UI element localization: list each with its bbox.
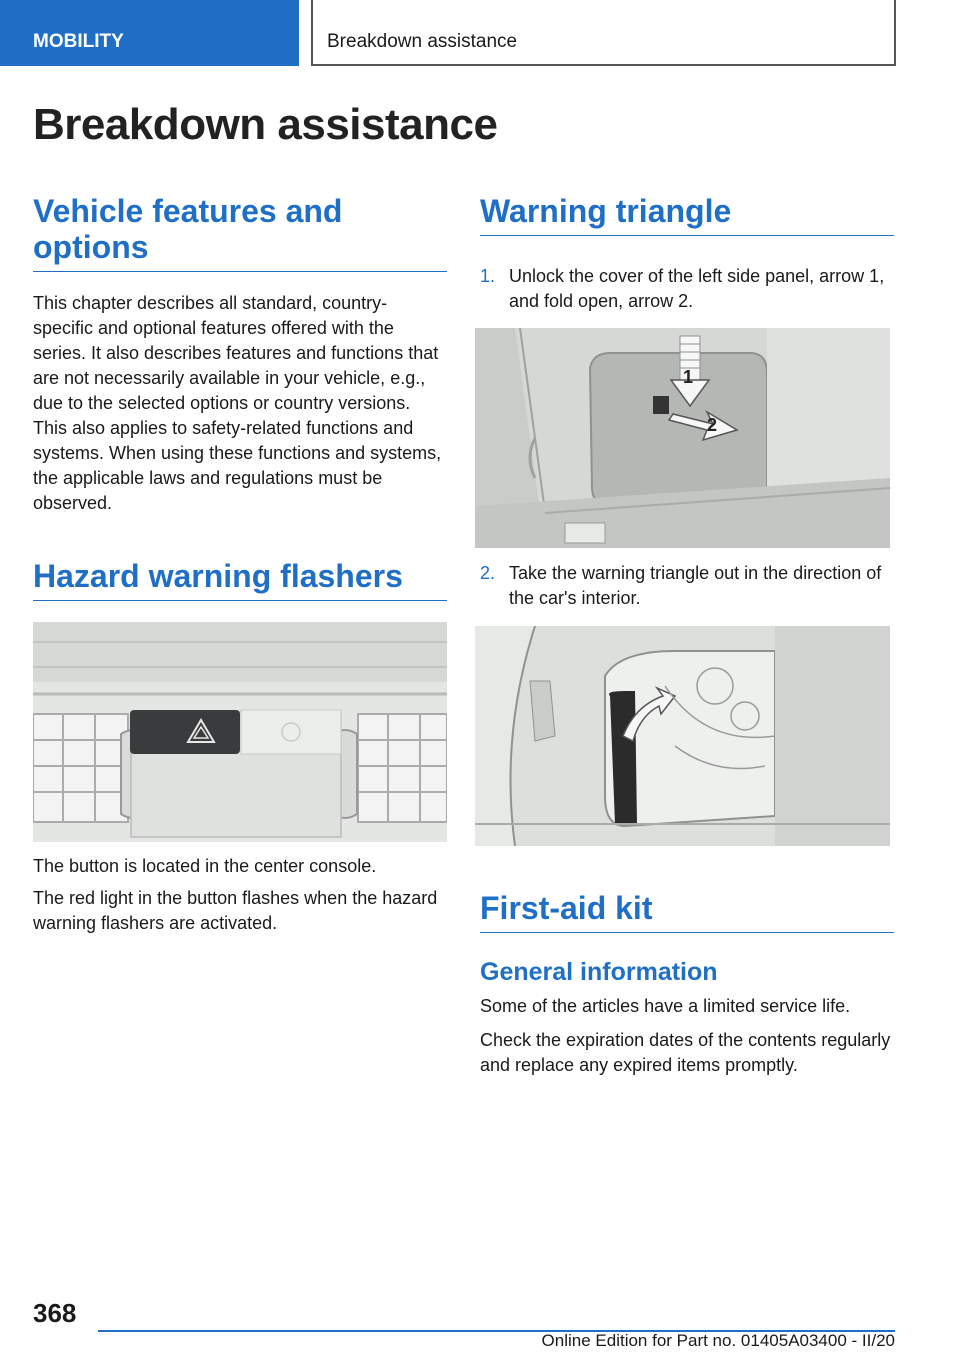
hazard-button-illustration [33, 622, 447, 842]
step-text: Take the warning triangle out in the direction of the car's interior. [509, 563, 882, 608]
heading-general-information: General information [480, 958, 718, 986]
air-vent-right [358, 714, 447, 822]
edition-note: Online Edition for Part no. 01405A03400 - II/20 [541, 1331, 895, 1350]
chapter-tab: MOBILITY [0, 0, 299, 66]
first-aid-expiration-text: Check the expiration dates of the contents regularly and replace any expired items promptly. [480, 1030, 891, 1075]
page-header [0, 0, 960, 66]
page-title: Breakdown assistance [33, 100, 498, 149]
step-number: 1. [480, 266, 496, 286]
heading-first-aid-kit: First-aid kit [480, 890, 894, 933]
warning-triangle-removal-illustration [475, 626, 890, 846]
hazard-light-text: The red light in the button flashes when the hazard warning flashers are activated. [33, 888, 438, 933]
vehicle-features-text: This chapter describes all standard, country-specific and optional features offered with the series. It also describes features and functions that are not necessarily available in your vehicle, e.g., due to the selected options or country versions. This also applies to safety-related functions and systems. When using these functions and systems, the applicable laws and regulations must be observed. [33, 293, 442, 513]
step-number: 2. [480, 563, 496, 583]
hazard-location-text: The button is located in the center console. [33, 856, 377, 876]
heading-hazard-flashers: Hazard warning flashers [33, 558, 447, 601]
heading-warning-triangle: Warning triangle [480, 193, 894, 236]
first-aid-service-life-text: Some of the articles have a limited service life. [480, 996, 851, 1016]
arrow-label-2: 2 [707, 415, 718, 435]
page-number: 368 [33, 1298, 77, 1328]
heading-vehicle-features: Vehicle features and options [33, 193, 447, 272]
arrow-label-1: 1 [683, 367, 694, 387]
section-tab: Breakdown assistance [311, 0, 896, 66]
air-vent-left [33, 714, 128, 822]
side-panel-illustration [475, 328, 890, 548]
step-text: Unlock the cover of the left side panel, arrow 1, and fold open, arrow 2. [509, 266, 885, 311]
